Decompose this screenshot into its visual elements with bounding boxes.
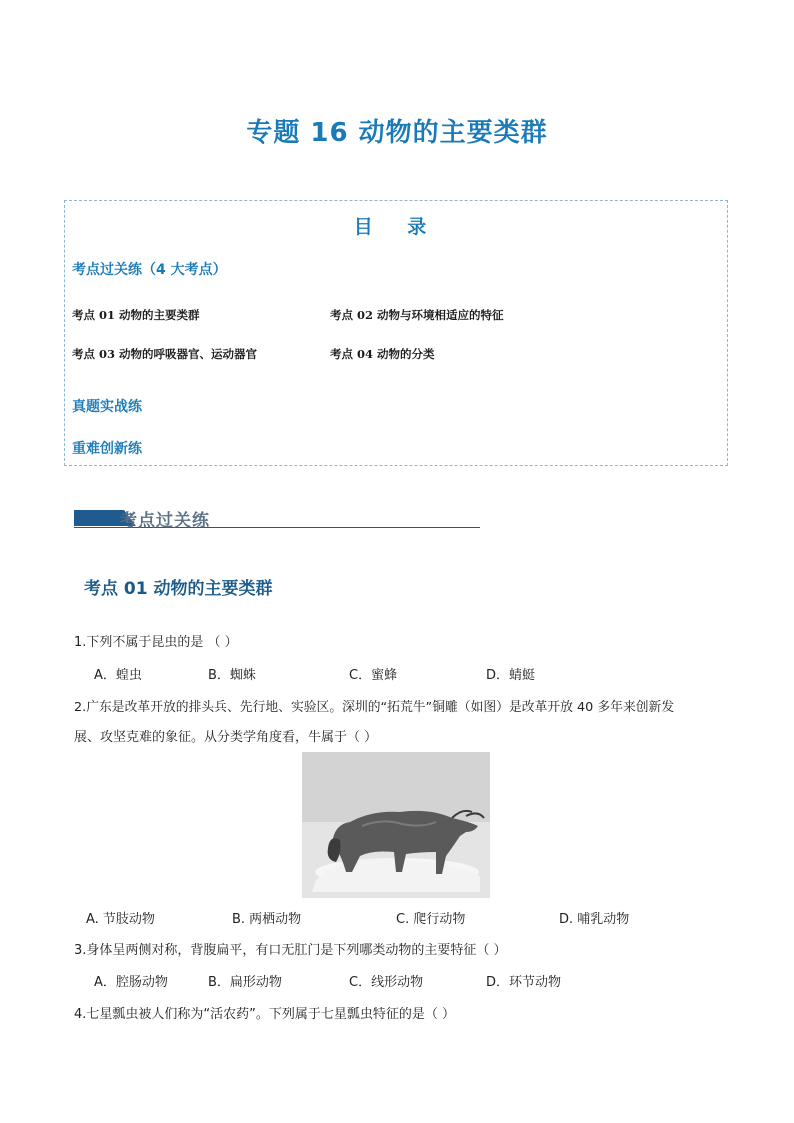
section-banner — [74, 506, 480, 530]
toc-section-innovation[interactable]: 重难创新练 — [72, 441, 142, 457]
question-2-option-a: A. 节肢动物 — [86, 912, 155, 927]
question-3-option-b: B．扁形动物 — [208, 975, 282, 990]
bull-sculpture-image — [302, 752, 490, 898]
question-2-option-d: D. 哺乳动物 — [559, 912, 630, 927]
question-3-option-d: D．环节动物 — [486, 975, 562, 990]
toc-item-03[interactable]: 考点 03 动物的呼吸器官、运动器官 — [72, 347, 258, 361]
toc-item-04[interactable]: 考点 04 动物的分类 — [330, 347, 435, 361]
question-1-option-d: D．蜻蜓 — [486, 668, 536, 683]
question-1-option-a: A．蝗虫 — [94, 668, 142, 683]
question-1-stem: 1.下列不属于昆虫的是 （ ） — [74, 635, 238, 650]
toc-box — [64, 200, 728, 466]
bull-sculpture-drawing — [302, 752, 490, 898]
question-2-option-c: C. 爬行动物 — [396, 912, 466, 927]
question-3-option-a: A．腔肠动物 — [94, 975, 168, 990]
page-title: 专题 16 动物的主要类群 — [246, 118, 548, 148]
question-2-stem-line2: 展、攻坚克难的象征。从分类学角度看，牛属于（ ） — [74, 730, 378, 745]
banner-tab-shape — [74, 510, 124, 526]
question-4-stem: 4.七星瓢虫被人们称为“活农药”。下列属于七星瓢虫特征的是（ ） — [74, 1007, 456, 1022]
question-2-stem-line1: 2.广东是改革开放的排头兵、先行地、实验区。深圳的“拓荒牛”铜雕（如图）是改革开放 40 多年来创新发 — [74, 700, 675, 715]
question-1-option-c: C．蜜蜂 — [349, 668, 398, 683]
toc-item-01[interactable]: 考点 01 动物的主要类群 — [72, 308, 200, 322]
kaodian-title: 考点 01 动物的主要类群 — [84, 579, 273, 599]
banner-title: 考点过关练 — [120, 511, 210, 531]
toc-section-practice[interactable]: 考点过关练（4 大考点） — [72, 262, 227, 278]
question-1-option-b: B．蜘蛛 — [208, 668, 256, 683]
question-2-option-b: B. 两栖动物 — [232, 912, 302, 927]
toc-heading: 目 录 — [353, 216, 441, 238]
toc-section-real-exam[interactable]: 真题实战练 — [72, 399, 142, 415]
question-3-stem: 3.身体呈两侧对称，背腹扁平，有口无肛门是下列哪类动物的主要特征（ ） — [74, 943, 507, 958]
question-3-option-c: C．线形动物 — [349, 975, 424, 990]
toc-item-02[interactable]: 考点 02 动物与环境相适应的特征 — [330, 308, 504, 322]
